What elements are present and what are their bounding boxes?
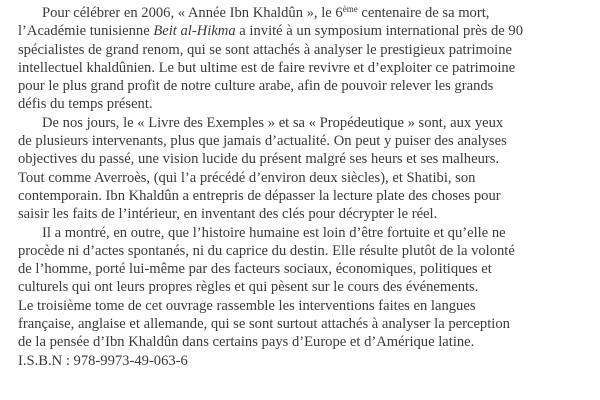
text-line: contemporain. Ibn Khaldûn a entrepris de dépasser la lecture plate des choses pour: [18, 187, 501, 204]
text-line: française, anglaise et allemande, qui se sont surtout attachés à analyser la perception: [18, 316, 510, 333]
text-line: De nos jours, le « Livre des Exemples » et sa « Propédeutique » sont, aux yeux: [42, 114, 504, 131]
text-line: défis du temps présent.: [18, 96, 153, 113]
text-line: pour le plus grand profit de notre culture arabe, afin de pouvoir relever les grands: [18, 78, 494, 95]
text-line: saisir les faits de l’intérieur, en inventant des clés pour décrypter le réel.: [18, 206, 438, 223]
text-line: Le troisième tome de cet ouvrage rassemble les interventions faites en langues: [18, 297, 476, 314]
text-line: Il a montré, en outre, que l’histoire humaine est loin d’être fortuite et qu’elle ne: [42, 224, 506, 241]
text-line: l’Académie tunisienne Beit al-Hikma a invité à un symposium international près de 90: [18, 23, 523, 40]
text-line: Pour célébrer en 2006, « Année Ibn Khaldûn », le 6ème centenaire de sa mort,: [42, 4, 490, 21]
text-line: objectives du passé, une vision lucide du présent malgré ses heurs et ses malheurs.: [18, 151, 500, 168]
italic-title: Beit al-Hikma: [153, 23, 236, 40]
paragraph: [18, 114, 578, 224]
text-line: de la pensée d’Ibn Khaldûn dans certains pays d’Europe et d’Amérique latine.: [18, 334, 475, 351]
paragraph: [18, 297, 578, 352]
text-line: culturels qui ont leurs propres règles et qui pèsent sur le cours des événements.: [18, 279, 479, 296]
isbn-line: I.S.B.N : 978-9973-49-063-6: [18, 352, 188, 369]
text-line: intellectuel khaldûnien. Le but ultime est de faire revivre et d’exploiter ce patrimoine: [18, 59, 516, 76]
ordinal-superscript: ème: [342, 4, 358, 14]
text-line: de l’homme, porté lui-même par des facteurs sociaux, économiques, politiques et: [18, 261, 492, 278]
document-body: [18, 4, 578, 352]
text-line: procède ni d’actes spontanés, ni du caprice du destin. Elle résulte plutôt de la volonté: [18, 242, 515, 259]
text-line: de plusieurs intervenants, plus que jamais d’actualité. On peut y puiser des analyses: [18, 133, 507, 150]
text-line: spécialistes de grand renom, qui se sont attachés à analyser le prestigieux patrimoine: [18, 41, 512, 58]
text-line: Tout comme Averroès, (qui l’a précédé d’environ deux siècles), et Shatibi, son: [18, 169, 476, 186]
paragraph: [18, 224, 578, 297]
paragraph: [18, 4, 578, 114]
